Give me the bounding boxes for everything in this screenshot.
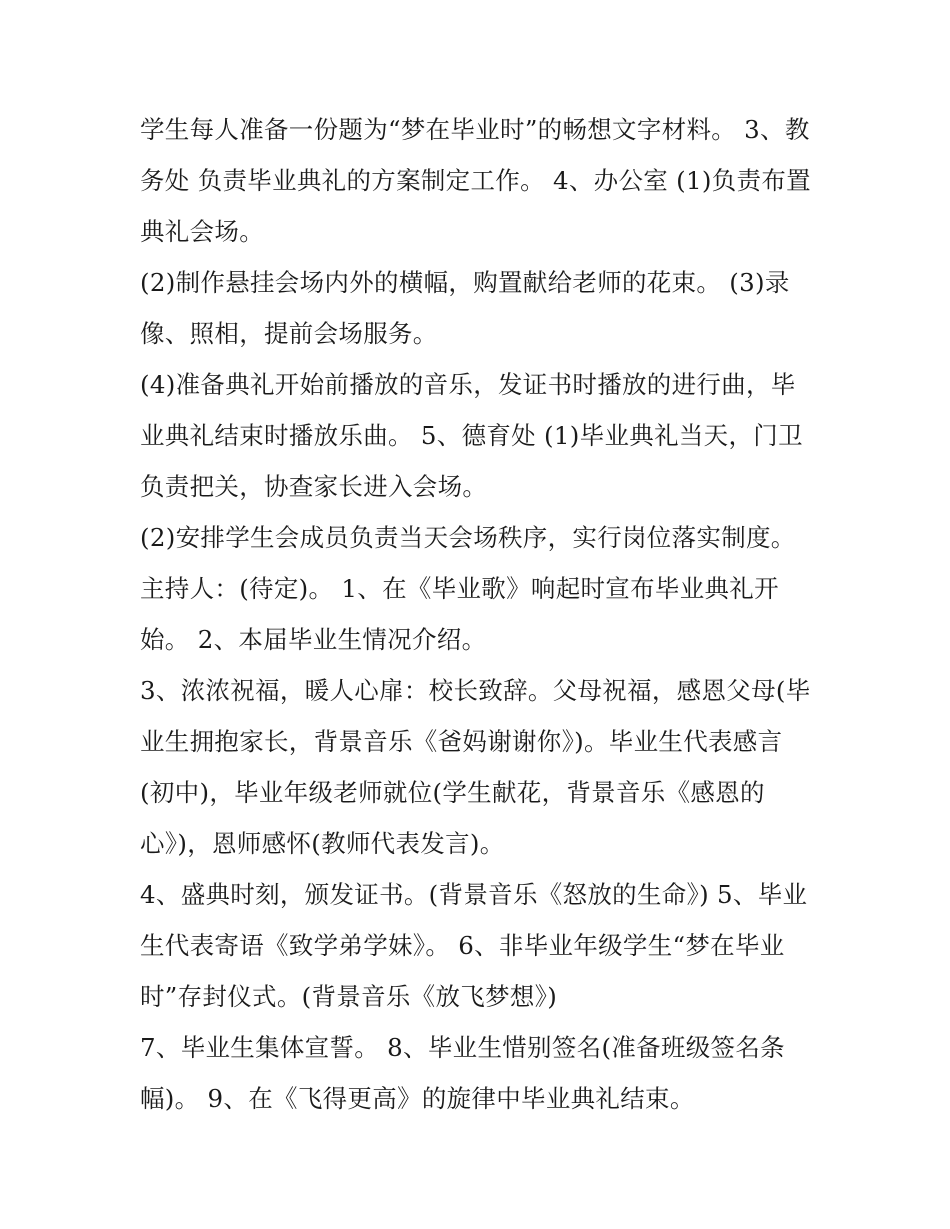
text-line: 3、浓浓祝福，暖人心扉：校长致辞。父母祝福，感恩父母(毕 (140, 676, 811, 705)
text-line: 典礼会场。 (140, 217, 264, 246)
text-line: 业生拥抱家长，背景音乐《爸妈谢谢你》)。毕业生代表感言 (140, 727, 783, 756)
text-line: 务处 负责毕业典礼的方案制定工作。 4、办公室 (1)负责布置 (140, 166, 811, 195)
text-line: 学生每人准备一份题为“梦在毕业时”的畅想文字材料。 3、教 (140, 115, 810, 144)
text-line: 7、毕业生集体宣誓。 8、毕业生惜别签名(准备班级签名条 (140, 1033, 785, 1062)
text-line: 像、照相，提前会场服务。 (140, 319, 438, 348)
text-line: (2)安排学生会成员负责当天会场秩序，实行岗位落实制度。 (140, 523, 796, 552)
text-line: (4)准备典礼开始前播放的音乐，发证书时播放的进行曲，毕 (140, 370, 796, 399)
text-line: 生代表寄语《致学弟学妹》。 6、非毕业年级学生“梦在毕业 (140, 931, 785, 960)
text-line: 负责把关，协查家长进入会场。 (140, 472, 488, 501)
text-line: (2)制作悬挂会场内外的横幅，购置献给老师的花束。 (3)录 (140, 268, 790, 297)
document-body (140, 104, 820, 1124)
text-line: 心》)，恩师感怀(教师代表发言)。 (140, 829, 505, 858)
text-line: 主持人：(待定)。 1、在《毕业歌》响起时宣布毕业典礼开 (140, 574, 779, 603)
text-line: (初中)，毕业年级老师就位(学生献花，背景音乐《感恩的 (140, 778, 765, 807)
text-line: 幅)。 9、在《飞得更高》的旋律中毕业典礼结束。 (140, 1084, 695, 1113)
text-line: 业典礼结束时播放乐曲。 5、德育处 (1)毕业典礼当天，门卫 (140, 421, 803, 450)
text-line: 始。 2、本届毕业生情况介绍。 (140, 625, 487, 654)
text-line: 4、盛典时刻，颁发证书。(背景音乐《怒放的生命》) 5、毕业 (140, 880, 808, 909)
text-line: 时”存封仪式。(背景音乐《放飞梦想》) (140, 982, 558, 1011)
